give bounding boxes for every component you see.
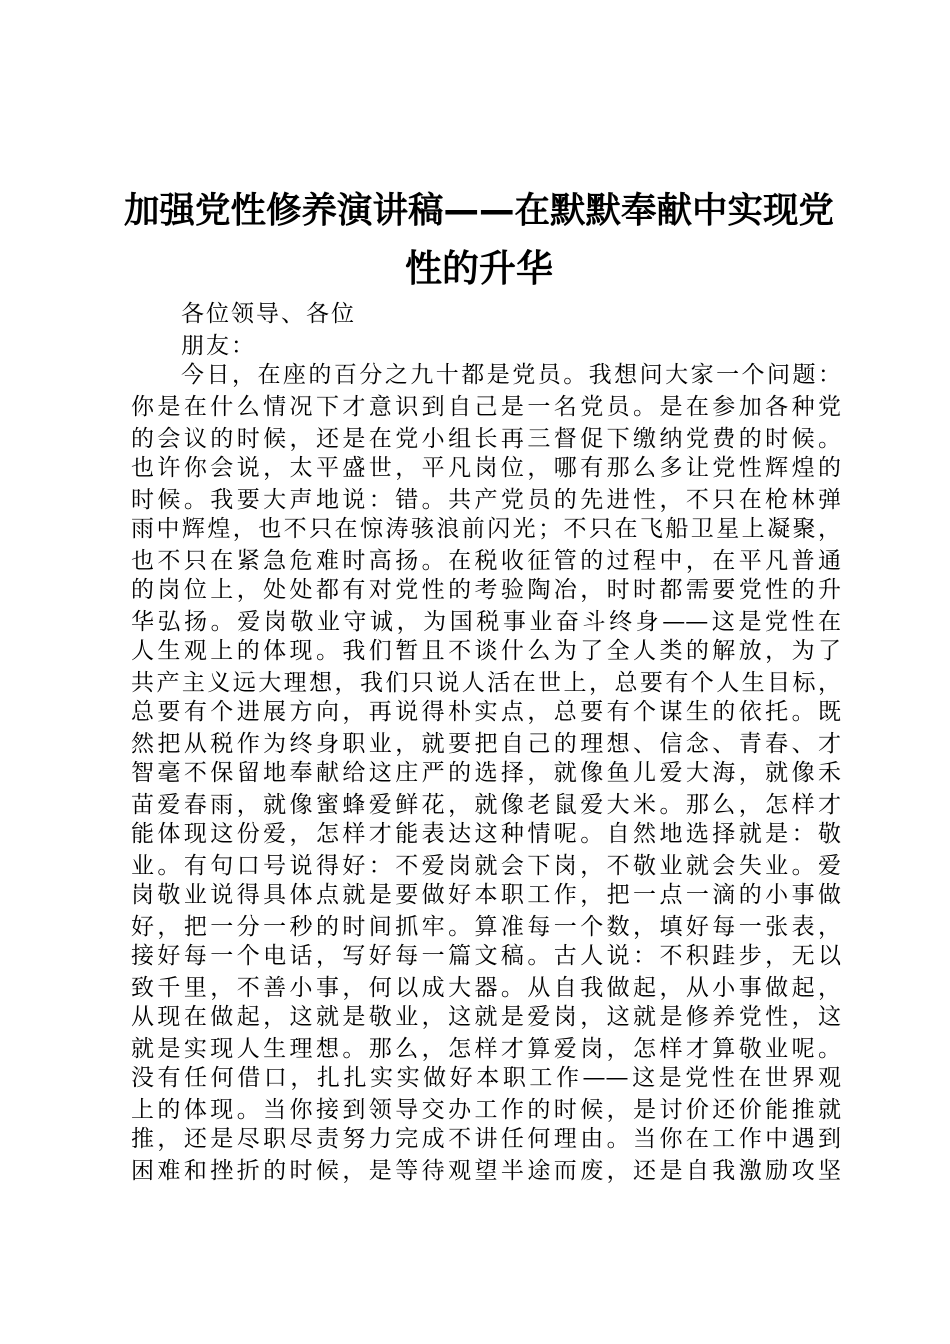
body-line: 困难和挫折的时候，是等待观望半途而废，还是自我激励攻坚	[131, 1158, 841, 1184]
body-line: 智毫不保留地奉献给这庄严的选择，就像鱼儿爱大海，就像禾	[131, 760, 841, 786]
body-line: 华弘扬。爱岗敬业守诚，为国税事业奋斗终身——这是党性在	[131, 609, 841, 635]
body-line: 时候。我要大声地说：错。共产党员的先进性，不只在枪林弹	[131, 487, 841, 513]
body-line: 也许你会说，太平盛世，平凡岗位，哪有那么多让党性辉煌的	[131, 455, 841, 481]
body-line: 人生观上的体现。我们暂且不谈什么为了全人类的解放，为了	[131, 638, 841, 664]
body-line: 推，还是尽职尽责努力完成不讲任何理由。当你在工作中遇到	[131, 1126, 841, 1152]
body-line: 好，把一分一秒的时间抓牢。算准每一个数，填好每一张表，	[131, 914, 841, 940]
body-line: 的岗位上，处处都有对党性的考验陶冶，时时都需要党性的升	[131, 577, 841, 603]
body-line: 致千里，不善小事，何以成大器。从自我做起，从小事做起，	[131, 975, 841, 1001]
body-line: 今日，在座的百分之九十都是党员。我想问大家一个问题：	[181, 362, 841, 388]
greeting-line-1: 各位领导、各位	[181, 301, 356, 327]
body-line: 的会议的时候，还是在党小组长再三督促下缴纳党费的时候。	[131, 426, 841, 452]
body-line: 苗爱春雨，就像蜜蜂爱鲜花，就像老鼠爱大米。那么，怎样才	[131, 792, 841, 818]
body-line: 雨中辉煌，也不只在惊涛骇浪前闪光；不只在飞船卫星上凝聚，	[131, 516, 841, 542]
greeting-line-2: 朋友：	[181, 333, 256, 359]
title-line-1: 加强党性修养演讲稿——在默默奉献中实现党	[123, 190, 834, 231]
body-line: 没有任何借口，扎扎实实做好本职工作——这是党性在世界观	[131, 1065, 841, 1091]
body-line: 也不只在紧急危难时高扬。在税收征管的过程中，在平凡普通	[131, 548, 841, 574]
body-line: 岗敬业说得具体点就是要做好本职工作，把一点一滴的小事做	[131, 882, 841, 908]
body-line: 上的体现。当你接到领导交办工作的时候，是讨价还价能推就	[131, 1097, 841, 1123]
body-line: 你是在什么情况下才意识到自己是一名党员。是在参加各种党	[131, 394, 841, 420]
body-line: 总要有个进展方向，再说得朴实点，总要有个谋生的依托。既	[131, 699, 841, 725]
body-line: 能体现这份爱，怎样才能表达这种情呢。自然地选择就是：敬	[131, 821, 841, 847]
body-line: 业。有句口号说得好：不爱岗就会下岗，不敬业就会失业。爱	[131, 853, 841, 879]
body-line: 从现在做起，这就是敬业，这就是爱岗，这就是修养党性，这	[131, 1004, 841, 1030]
body-line: 接好每一个电话，写好每一篇文稿。古人说：不积跬步，无以	[131, 943, 841, 969]
body-line: 就是实现人生理想。那么，怎样才算爱岗，怎样才算敬业呢。	[131, 1036, 841, 1062]
title-line-2: 性的升华	[405, 247, 553, 290]
body-line: 然把从税作为终身职业，就要把自己的理想、信念、青春、才	[131, 731, 841, 757]
body-line: 共产主义远大理想，我们只说人活在世上，总要有个人生目标，	[131, 670, 841, 696]
